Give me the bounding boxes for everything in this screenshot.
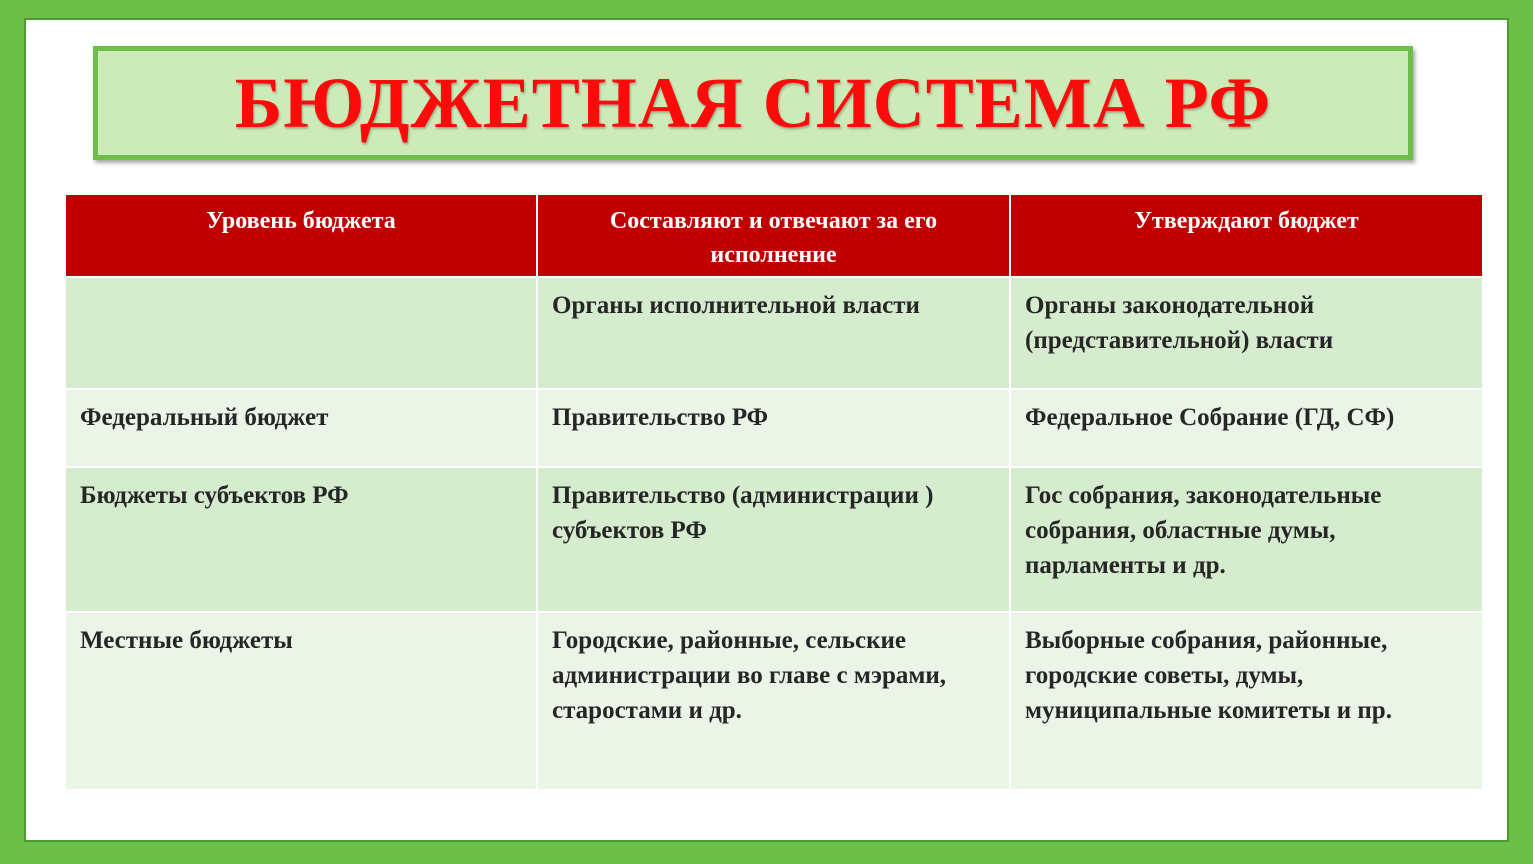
slide-canvas: [24, 18, 1509, 842]
table-row: [65, 389, 1483, 467]
cell-approver: Органы законодательной (представительной) власти: [1010, 277, 1483, 389]
header-approvers: Утверждают бюджет: [1010, 194, 1483, 277]
cell-executor: Органы исполнительной власти: [537, 277, 1010, 389]
header-executors: Составляют и отвечают за его исполнение: [537, 194, 1010, 277]
table-row: [65, 467, 1483, 612]
table-header-row: [65, 194, 1483, 277]
cell-level: Федеральный бюджет: [65, 389, 537, 467]
title-box: [93, 46, 1413, 160]
cell-executor: Правительство РФ: [537, 389, 1010, 467]
cell-executor: Городские, районные, сельские администрации во главе с мэрами, старостами и др.: [537, 612, 1010, 790]
table-row: [65, 277, 1483, 389]
header-budget-level: Уровень бюджета: [65, 194, 537, 277]
cell-level: [65, 277, 537, 389]
cell-approver: Гос собрания, законодательные собрания, областные думы, парламенты и др.: [1010, 467, 1483, 612]
cell-approver: Выборные собрания, районные, городские советы, думы, муниципальные комитеты и пр.: [1010, 612, 1483, 790]
cell-executor: Правительство (администрации ) субъектов РФ: [537, 467, 1010, 612]
cell-approver: Федеральное Собрание (ГД, СФ): [1010, 389, 1483, 467]
slide-title: БЮДЖЕТНАЯ СИСТЕМА РФ: [234, 63, 1272, 143]
table-row: [65, 612, 1483, 790]
budget-system-table: [64, 193, 1484, 791]
cell-level: Бюджеты субъектов РФ: [65, 467, 537, 612]
cell-level: Местные бюджеты: [65, 612, 537, 790]
